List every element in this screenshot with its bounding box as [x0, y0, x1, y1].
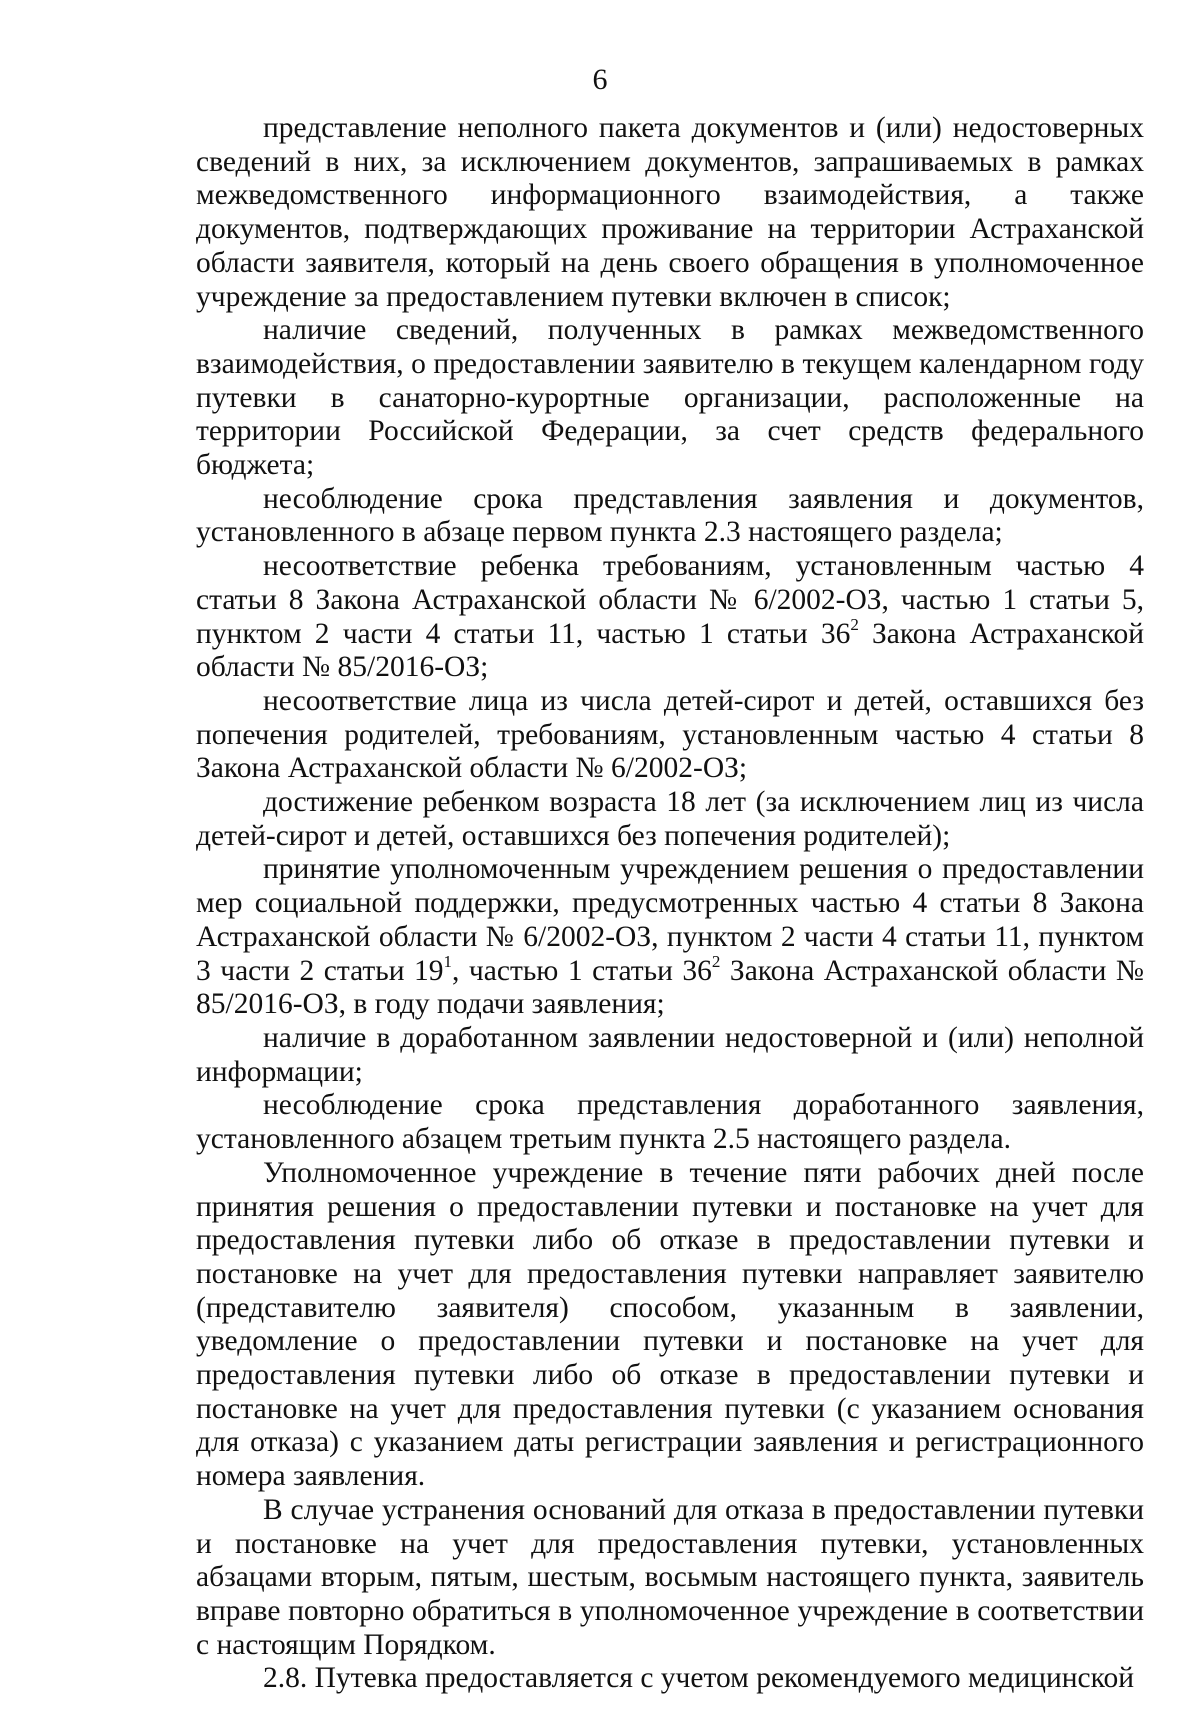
- paragraph-text-part: принятие уполномоченным учреждением решения о предоставлении мер социальной поддержки, предусмотренных частью 4 статьи 8 Закона Астраханской области № 6/2002-ОЗ, пунктом 2 части 4 статьи 11, пунктом 3 части 2 статьи 19: [196, 853, 1144, 987]
- paragraph-section-2-8: 2.8. Путевка предоставляется с учетом рекомендуемого медицинской: [263, 1662, 1134, 1695]
- paragraph-reapplication: В случае устранения оснований для отказа в предоставлении путевки и постановке на учет для предоставления путевки, установленных абзацами вторым, пятым, шестым, восьмым настоящего пункта, заявитель вправе повторно обратиться в уполномоченное учреждение в соответствии с настоящим Порядком.: [196, 1493, 1144, 1661]
- page-number: 6: [592, 63, 608, 96]
- superscript: 2: [711, 951, 721, 971]
- superscript: 2: [850, 614, 859, 634]
- paragraph-notification: Уполномоченное учреждение в течение пяти рабочих дней после принятия решения о предоставлении путевки и постановке на учет для предоставления путевки либо об отказе в предоставлении путевки и постановке на учет для предоставления путевки направляет заявителю (представителю заявителя) способом, указанным в заявлении, уведомление о предоставлении путевки и постановке на учет для предоставления путевки либо об отказе в предоставлении путевки и постановке на учет для предоставления путевки (с указанием основания для отказа) с указанием даты регистрации заявления и регистрационного номера заявления.: [196, 1156, 1144, 1493]
- paragraph-text-part: несоответствие ребенка требованиям, установленным частью 4 статьи 8 Закона Астраханской области № 6/2002-ОЗ, частью 1 статьи 5, пунктом 2 части 4 статьи 11, частью 1 статьи 36: [196, 550, 1144, 650]
- paragraph-text-part: Закона Астраханской области № 85/2016-ОЗ, в году подачи заявления;: [196, 954, 1145, 1021]
- paragraph-text-part: Закона Астраханской области № 85/2016-ОЗ;: [196, 617, 1144, 684]
- paragraph-age-limit: достижение ребенком возраста 18 лет (за исключением лиц из числа детей-сирот и детей, оставшихся без попечения родителей);: [196, 786, 1144, 852]
- paragraph-revised-application-info: наличие в доработанном заявлении недостоверной и (или) неполной информации;: [196, 1021, 1144, 1088]
- paragraph-child-requirements: [196, 550, 1144, 685]
- paragraph-prior-decision: [196, 853, 1144, 1022]
- paragraph-incomplete-documents: представление неполного пакета документов и (или) недостоверных сведений в них, за исключением документов, запрашиваемых в рамках межведомственного информационного взаимодействия, а также документов, подтверждающих проживание на территории Астраханской области заявителя, который на день своего обращения в уполномоченное учреждение за предоставлением путевки включен в список;: [196, 112, 1144, 313]
- paragraph-deadline-violation: несоблюдение срока представления заявления и документов, установленного в абзаце первом пункта 2.3 настоящего раздела;: [196, 482, 1144, 549]
- paragraph-text-part: , частью 1 статьи 36: [452, 954, 712, 987]
- superscript: 1: [443, 951, 453, 971]
- paragraph-orphan-requirements: несоответствие лица из числа детей-сирот и детей, оставшихся без попечения родителей, требованиям, установленным частью 4 статьи 8 Закона Астраханской области № 6/2002-ОЗ;: [196, 684, 1144, 785]
- paragraph-revised-deadline: несоблюдение срока представления доработанного заявления, установленного абзацем третьим пункта 2.5 настоящего раздела.: [196, 1089, 1144, 1156]
- document-body: [196, 112, 1144, 1696]
- paragraph-federal-voucher-info: наличие сведений, полученных в рамках межведомственного взаимодействия, о предоставлении заявителю в текущем календарном году путевки в санаторно-курортные организации, расположенные на территории Российской Федерации, за счет средств федерального бюджета;: [196, 314, 1144, 482]
